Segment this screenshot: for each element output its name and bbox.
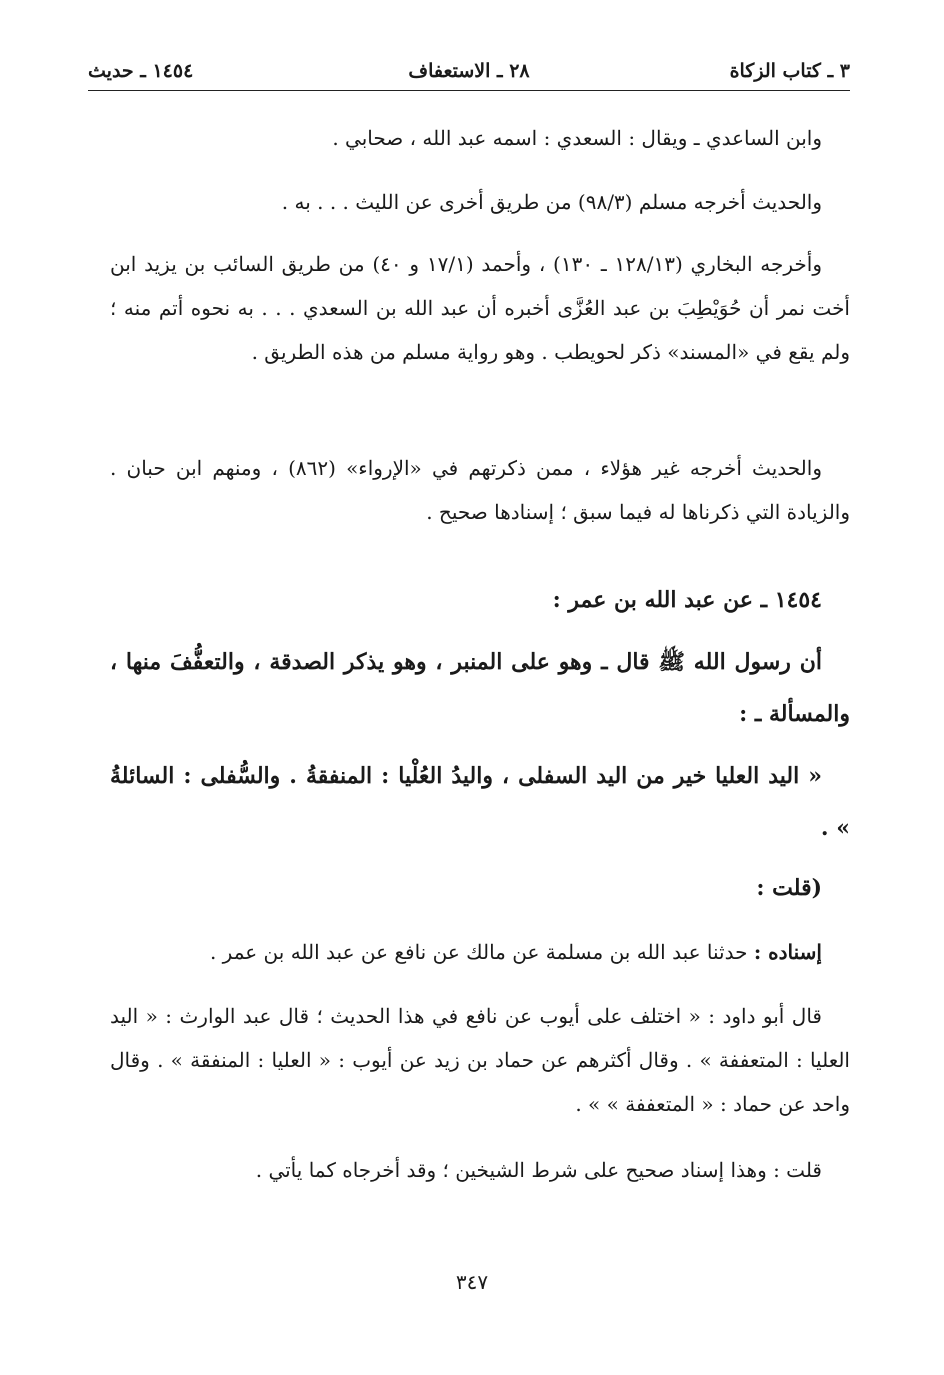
header-book-title: ٣ ـ كتاب الزكاة	[729, 60, 850, 82]
isnad-line	[110, 930, 850, 974]
hadith-title: ١٤٥٤ ـ عن عبد الله بن عمر :	[552, 587, 822, 613]
paragraph-sahabi-note: وابن الساعدي ـ ويقال : السعدي : اسمه عبد الله ، صحابي .	[332, 126, 822, 150]
header-hadith-number: ١٤٥٤ ـ حديث	[88, 60, 194, 82]
paragraph-abu-dawud-comment: قال أبو داود : « اختلف على أيوب عن نافع في هذا الحديث ؛ قال عبد الوارث : « اليد العليا : المتعففة » . وقال أكثرهم عن حماد بن زيد عن أيوب : « العليا : المنفقة » . وقال واحد عن حماد : « المتعففة » » .	[110, 1004, 850, 1116]
running-header	[88, 58, 850, 91]
paragraph-muslim-takhrij: والحديث أخرجه مسلم (٩٨/٣) من طريق أخرى عن الليث . . . به .	[281, 190, 822, 214]
isnad-text: حدثنا عبد الله بن مسلمة عن مالك عن نافع عن عبد الله بن عمر .	[209, 940, 748, 964]
header-chapter-title: ٢٨ ـ الاستعفاف	[408, 60, 530, 82]
qult-heading: (قلت :	[756, 875, 822, 901]
page-number: ٣٤٧	[455, 1270, 489, 1294]
paragraph-irwa-reference: والحديث أخرجه غير هؤلاء ، ممن ذكرتهم في «الإرواء» (٨٦٢) ، ومنهم ابن حبان . والزيادة التي ذكرناها له فيما سبق ؛ إسنادها صحيح .	[110, 456, 850, 524]
hadith-matn: « اليد العليا خير من اليد السفلى ، واليدُ العُلْيا : المنفقةُ . والسُّفلى : السائلةُ » .	[110, 763, 850, 841]
hadith-introduction: أن رسول الله ﷺ قال ـ وهو على المنبر ، وهو يذكر الصدقة ، والتعفُّفَ منها ، والمسألة ـ :	[110, 649, 850, 727]
isnad-label: إسناده :	[753, 940, 822, 964]
paragraph-bukhari-takhrij: وأخرجه البخاري (١٢٨/١٣ ـ ١٣٠) ، وأحمد (١٧/١ و ٤٠) من طريق السائب بن يزيد ابن أخت نمر أن حُوَيْطِبَ بن عبد العُزَّى أخبره أن عبد الله بن السعدي . . . به نحوه أتم منه ؛ ولم يقع في «المسند» ذكر لحويطب . وهو رواية مسلم من هذه الطريق .	[110, 252, 850, 364]
paragraph-final-verdict: قلت : وهذا إسناد صحيح على شرط الشيخين ؛ وقد أخرجاه كما يأتي .	[255, 1158, 822, 1182]
